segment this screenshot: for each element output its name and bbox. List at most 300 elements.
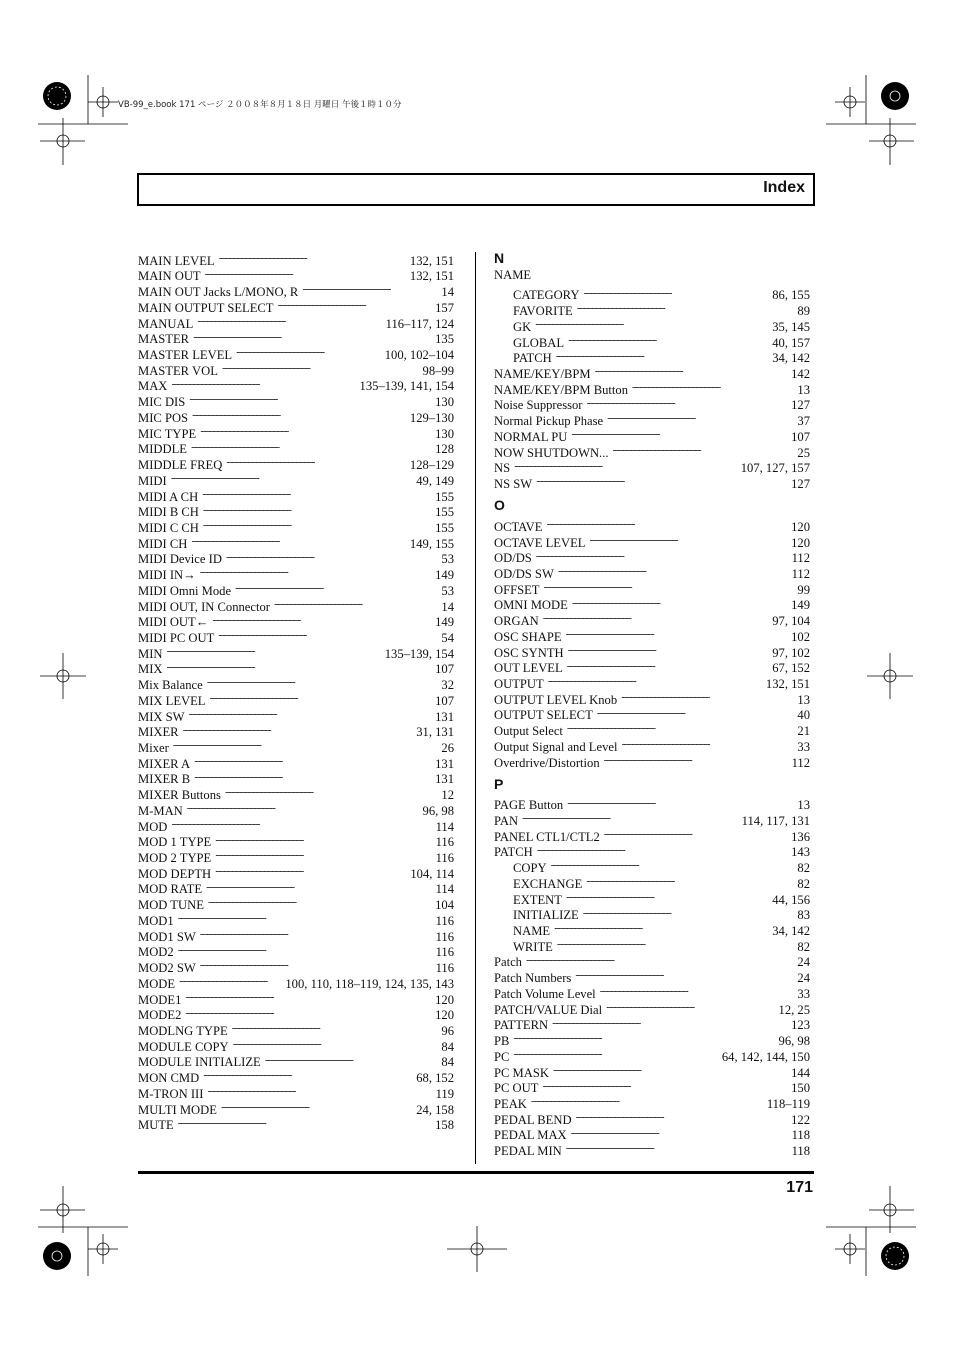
dot-leader <box>187 799 420 815</box>
dot-leader <box>205 265 407 281</box>
index-term: PAGE Button <box>494 798 564 813</box>
dot-leader <box>531 1092 764 1108</box>
dot-leader <box>200 563 432 579</box>
index-term: OCTAVE LEVEL <box>494 535 586 550</box>
dot-leader <box>178 1114 432 1130</box>
index-pages: 13 <box>797 798 810 813</box>
index-pages: 24, 158 <box>416 1102 454 1117</box>
index-entry <box>494 1108 810 1127</box>
index-pages: 123 <box>791 1018 810 1033</box>
dot-leader <box>235 579 438 595</box>
index-pages: 120 <box>435 1008 454 1023</box>
index-pages: 132, 151 <box>409 269 454 284</box>
index-term: MOD2 SW <box>138 961 196 976</box>
index-term: PATTERN <box>494 1018 549 1033</box>
index-entry <box>138 658 454 677</box>
index-pages: 129–130 <box>409 410 454 425</box>
index-term: Patch Volume Level <box>494 986 596 1001</box>
index-term: WRITE <box>513 939 553 954</box>
index-entry <box>138 469 454 488</box>
dot-leader <box>575 966 794 982</box>
index-term: NAME <box>494 268 532 282</box>
index-term: MIDI IN→ <box>138 568 196 583</box>
index-term: OUT LEVEL <box>494 661 563 676</box>
index-term: NAME/KEY/BPM Button <box>494 382 628 397</box>
dot-leader <box>586 872 794 888</box>
dot-leader <box>621 688 794 704</box>
index-term: MUTE <box>138 1118 174 1133</box>
index-term: MODE1 <box>138 992 182 1007</box>
index-entry <box>494 1061 810 1080</box>
index-entry <box>494 562 810 581</box>
index-entry <box>494 1092 810 1111</box>
dot-leader <box>210 689 433 705</box>
index-pages: 131 <box>435 772 454 787</box>
dot-leader <box>219 249 407 265</box>
file-header-meta: VB-99_e.book 171 ページ ２００８年８月１８日 月曜日 午後１時１０分 <box>118 100 402 110</box>
index-term: MIX <box>138 662 163 677</box>
index-term: MAX <box>138 379 168 394</box>
index-term: COPY <box>513 861 547 876</box>
dot-leader <box>568 331 769 347</box>
index-pages: 118 <box>791 1144 810 1159</box>
index-entry <box>138 925 454 944</box>
index-term: Noise Suppressor <box>494 398 583 413</box>
index-term: MOD1 SW <box>138 929 196 944</box>
dot-leader <box>194 768 432 784</box>
index-entry <box>138 1114 454 1133</box>
index-pages: 130 <box>435 426 454 441</box>
index-pages: 104 <box>435 898 454 913</box>
dot-leader <box>613 441 795 457</box>
index-pages: 149 <box>791 598 810 613</box>
index-pages: 116 <box>435 851 454 866</box>
dot-leader <box>572 594 788 610</box>
index-term: MOD 2 TYPE <box>138 851 212 866</box>
dot-leader <box>226 453 407 469</box>
dot-leader <box>558 562 789 578</box>
dot-leader <box>632 378 794 394</box>
dot-leader <box>522 809 739 825</box>
dot-leader <box>546 515 788 531</box>
index-pages: 84 <box>441 1055 454 1070</box>
index-term: FAVORITE <box>513 304 573 319</box>
index-pages: 149 <box>435 568 454 583</box>
index-term: PEDAL MIN <box>494 1144 562 1159</box>
index-pages: 136 <box>791 829 810 844</box>
dot-leader <box>171 469 414 485</box>
dot-leader <box>556 347 769 363</box>
index-term: MIXER <box>138 725 179 740</box>
index-entry <box>138 1004 454 1023</box>
index-term: MIXER B <box>138 772 191 787</box>
index-pages: 150 <box>791 1081 810 1096</box>
index-letter-heading: P <box>494 775 504 792</box>
index-pages: 33 <box>797 739 810 754</box>
index-entry <box>494 547 810 566</box>
index-pages: 122 <box>791 1112 810 1127</box>
index-term: MOD DEPTH <box>138 866 212 881</box>
index-pages: 135 <box>435 332 454 347</box>
index-term: MIDI CH <box>138 536 188 551</box>
dot-leader <box>215 831 432 847</box>
index-entry <box>494 1029 810 1049</box>
index-entry <box>138 988 454 1007</box>
dot-leader <box>548 672 763 688</box>
index-pages: 64, 142, 144, 150 <box>721 1049 810 1064</box>
dot-leader <box>542 1077 788 1093</box>
section-title: Index <box>763 179 805 196</box>
index-pages: 128–129 <box>409 458 454 473</box>
footer-rule <box>138 1171 814 1174</box>
index-term: GK <box>513 319 532 334</box>
index-pages: 112 <box>791 755 810 770</box>
index-term: Output Signal and Level <box>494 739 618 754</box>
dot-leader <box>513 1029 775 1045</box>
index-entry <box>494 1045 810 1064</box>
index-pages: 40 <box>797 708 810 723</box>
index-term: MIN <box>138 646 163 661</box>
index-entry <box>494 472 810 492</box>
index-pages: 155 <box>435 505 454 520</box>
dot-leader <box>226 548 438 564</box>
index-pages: 116 <box>435 961 454 976</box>
index-pages: 34, 142 <box>772 351 810 366</box>
index-pages: 44, 156 <box>772 892 810 907</box>
dot-leader <box>606 998 775 1014</box>
dot-leader <box>552 1014 788 1030</box>
index-term: OSC SHAPE <box>494 629 562 644</box>
index-entry <box>138 642 454 661</box>
index-term: NOW SHUTDOWN... <box>494 445 609 460</box>
index-entry <box>494 825 810 844</box>
index-pages: 131 <box>435 756 454 771</box>
index-pages: 135–139, 154 <box>384 646 454 661</box>
index-term: Output Select <box>494 724 563 739</box>
index-pages: 112 <box>791 566 810 581</box>
dot-leader <box>567 719 795 735</box>
index-pages: 96, 98 <box>422 803 454 818</box>
index-term: PB <box>494 1034 510 1049</box>
index-column-right <box>494 249 810 1159</box>
dot-leader <box>225 783 438 799</box>
index-term: Mixer <box>138 741 169 755</box>
dot-leader <box>178 941 433 957</box>
index-pages: 102 <box>791 629 810 644</box>
index-term: EXCHANGE <box>513 876 583 891</box>
dot-leader <box>577 299 795 315</box>
index-term: MIDI PC OUT <box>138 630 215 645</box>
dot-leader <box>202 485 432 501</box>
index-term: INITIALIZE <box>513 908 579 923</box>
index-term: MIDI C CH <box>138 520 199 535</box>
index-subentry <box>494 315 810 334</box>
index-term: ORGAN <box>494 614 539 629</box>
dot-leader <box>566 1139 789 1155</box>
index-column-left <box>138 249 454 1133</box>
index-term: EXTENT <box>513 892 562 907</box>
index-entry <box>138 375 454 394</box>
dot-leader <box>189 705 433 721</box>
index-pages: 98–99 <box>422 363 454 378</box>
index-entry <box>494 951 810 970</box>
index-term: PATCH/VALUE Dial <box>494 1002 603 1017</box>
index-term: OUTPUT SELECT <box>494 708 593 723</box>
index-pages: 53 <box>441 552 454 567</box>
dot-leader <box>557 935 795 951</box>
index-pages: 127 <box>791 477 810 492</box>
dot-leader <box>183 721 414 737</box>
index-pages: 35, 145 <box>772 319 810 334</box>
dot-leader <box>191 438 432 454</box>
dot-leader <box>200 956 433 972</box>
index-term: MIXER A <box>138 756 191 771</box>
dot-leader <box>514 457 738 473</box>
index-pages: 130 <box>435 395 454 410</box>
index-term: PC OUT <box>494 1081 539 1096</box>
dot-leader <box>206 878 433 894</box>
index-term: MASTER LEVEL <box>138 348 233 363</box>
index-pages: 149, 155 <box>409 536 454 551</box>
index-pages: 13 <box>797 382 810 397</box>
index-entry <box>138 941 454 960</box>
column-divider <box>475 252 476 1164</box>
dot-leader <box>526 951 794 967</box>
index-term: MODLNG TYPE <box>138 1023 228 1038</box>
index-term: PAN <box>494 814 519 828</box>
index-term: OMNI MODE <box>494 598 568 613</box>
index-term: OSC SYNTH <box>494 645 564 660</box>
index-letter-heading: N <box>494 250 505 266</box>
index-term: PC MASK <box>494 1065 549 1080</box>
index-entry <box>494 268 810 284</box>
index-term: OFFSET <box>494 582 540 597</box>
index-entry <box>494 794 810 813</box>
index-pages: 120 <box>791 519 810 534</box>
index-pages: 132, 151 <box>409 253 454 268</box>
dot-leader <box>568 641 770 657</box>
index-entry <box>138 249 454 268</box>
dot-leader <box>536 547 789 563</box>
index-term: PEAK <box>494 1096 527 1111</box>
index-term: MON CMD <box>138 1071 200 1086</box>
index-term: MIDI B CH <box>138 505 199 520</box>
index-pages: 118 <box>791 1128 810 1143</box>
index-term: MASTER VOL <box>138 363 218 378</box>
dot-leader <box>566 625 789 641</box>
index-pages: 89 <box>797 304 810 319</box>
index-term: MAIN OUT Jacks L/MONO, R <box>138 285 299 300</box>
dot-leader <box>265 1051 439 1067</box>
index-pages: 34, 142 <box>772 924 810 939</box>
dot-leader <box>604 751 789 767</box>
dot-leader <box>233 1035 439 1051</box>
dot-leader <box>203 516 432 532</box>
index-term: MODULE INITIALIZE <box>138 1055 261 1070</box>
index-term: MAIN LEVEL <box>138 253 215 268</box>
index-pages: 112 <box>791 551 810 566</box>
index-entry <box>138 815 454 834</box>
dot-leader <box>207 1082 432 1098</box>
index-entry <box>138 485 454 504</box>
index-term: MOD 1 TYPE <box>138 835 212 850</box>
index-pages: 149 <box>435 615 454 630</box>
index-term: MOD TUNE <box>138 898 204 913</box>
index-entry <box>138 909 454 928</box>
dot-leader <box>302 280 438 296</box>
index-pages: 83 <box>797 908 810 923</box>
index-pages: 107 <box>435 693 454 708</box>
index-letter-heading: O <box>494 497 505 514</box>
dot-leader <box>167 658 433 674</box>
index-pages: 24 <box>797 971 810 986</box>
dot-leader <box>551 856 795 872</box>
index-term: MOD RATE <box>138 882 203 897</box>
index-subentry <box>494 284 810 303</box>
index-entry <box>138 831 454 850</box>
dot-leader <box>173 736 439 752</box>
dot-leader <box>185 1004 432 1020</box>
index-term: NS SW <box>494 477 533 492</box>
index-entry <box>138 721 454 740</box>
index-pages: 82 <box>797 876 810 891</box>
index-pages: 96, 98 <box>778 1034 810 1049</box>
index-pages: 100, 110, 118–119, 124, 135, 143 <box>285 976 454 991</box>
dot-leader <box>571 1124 789 1140</box>
index-term: MIX LEVEL <box>138 693 206 708</box>
index-term: MIC TYPE <box>138 426 197 441</box>
index-pages: 99 <box>797 582 810 597</box>
dot-leader <box>537 841 788 857</box>
index-pages: 25 <box>797 445 810 460</box>
index-term: NS <box>494 461 511 476</box>
dot-leader <box>583 284 769 300</box>
index-term: MANUAL <box>138 316 194 331</box>
index-term: OCTAVE <box>494 519 543 534</box>
index-term: Patch <box>494 955 522 970</box>
dot-leader <box>232 1019 439 1035</box>
index-entry <box>494 515 810 534</box>
index-pages: 116–117, 124 <box>385 316 454 331</box>
dot-leader <box>197 312 382 328</box>
dot-leader <box>200 925 433 941</box>
index-term: MIDI OUT, IN Connector <box>138 599 270 614</box>
index-term: NORMAL PU <box>494 429 568 444</box>
dot-leader <box>207 673 439 689</box>
index-entry <box>138 673 454 693</box>
dot-leader <box>222 359 420 375</box>
index-term: PC <box>494 1049 510 1064</box>
index-pages: 142 <box>791 367 810 382</box>
dot-leader <box>607 409 794 425</box>
dot-leader <box>567 794 794 810</box>
index-term: MIDI A CH <box>138 489 199 504</box>
index-term: MIX SW <box>138 709 185 724</box>
index-term: GLOBAL <box>513 335 565 350</box>
dot-leader <box>215 862 407 878</box>
index-entry <box>494 809 810 828</box>
index-pages: 40, 157 <box>772 335 810 350</box>
dot-leader <box>278 296 433 312</box>
index-pages: 14 <box>441 285 454 300</box>
index-term: MODE2 <box>138 1008 182 1023</box>
index-term: MAIN OUT <box>138 269 201 284</box>
index-pages: 155 <box>435 520 454 535</box>
index-pages: 114 <box>435 882 454 897</box>
dot-leader <box>208 893 432 909</box>
index-term: MIDDLE <box>138 442 187 457</box>
dot-leader <box>171 375 356 391</box>
dot-leader <box>200 422 432 438</box>
dot-leader <box>554 919 769 935</box>
index-entry <box>494 457 810 476</box>
index-pages: 84 <box>441 1039 454 1054</box>
dot-leader <box>194 752 432 768</box>
index-entry <box>138 752 454 771</box>
index-term: MULTI MODE <box>138 1102 217 1117</box>
index-term: Mix Balance <box>138 678 203 693</box>
dot-leader <box>553 1061 788 1077</box>
index-pages: 53 <box>441 583 454 598</box>
index-pages: 12, 25 <box>778 1002 810 1017</box>
index-term: M-MAN <box>138 803 183 818</box>
index-term: Patch Numbers <box>494 971 572 986</box>
dot-leader <box>192 406 407 422</box>
index-pages: 116 <box>435 913 454 928</box>
index-pages: 96 <box>441 1023 454 1038</box>
dot-leader <box>167 642 382 658</box>
index-term: PANEL CTL1/CTL2 <box>494 829 600 844</box>
index-pages: 116 <box>435 835 454 850</box>
dot-leader <box>171 815 432 831</box>
dot-leader <box>215 846 432 862</box>
index-pages: 54 <box>441 630 454 645</box>
index-term: CATEGORY <box>513 288 580 303</box>
dot-leader <box>221 1098 413 1114</box>
index-term: OD/DS <box>494 551 532 566</box>
index-entry <box>138 956 454 976</box>
dot-leader <box>193 328 432 344</box>
dot-leader <box>604 825 788 841</box>
index-pages: 116 <box>435 945 454 960</box>
dot-leader <box>566 888 769 904</box>
index-pages: 127 <box>791 398 810 413</box>
index-pages: 97, 102 <box>772 645 810 660</box>
index-subentry <box>494 856 810 876</box>
index-pages: 135–139, 141, 154 <box>359 379 454 394</box>
index-term: MIC POS <box>138 410 189 425</box>
index-pages: 116 <box>435 929 454 944</box>
dot-leader <box>178 909 433 925</box>
dot-leader <box>583 904 795 920</box>
index-term: NAME/KEY/BPM <box>494 367 591 382</box>
dot-leader <box>185 988 432 1004</box>
index-term: MIXER Buttons <box>138 788 221 803</box>
index-pages: 143 <box>791 845 810 860</box>
index-entry <box>138 390 454 410</box>
dot-leader <box>236 343 382 359</box>
index-term: MIDI Omni Mode <box>138 583 232 598</box>
dot-leader <box>600 982 795 998</box>
index-term: MIC DIS <box>138 395 186 410</box>
index-pages: 97, 104 <box>772 614 810 629</box>
dot-leader <box>274 595 438 611</box>
index-pages: 13 <box>797 692 810 707</box>
dot-leader <box>543 609 769 625</box>
index-pages: 114, 117, 131 <box>741 814 810 828</box>
dot-leader <box>535 315 769 331</box>
index-pages: 26 <box>441 741 454 755</box>
